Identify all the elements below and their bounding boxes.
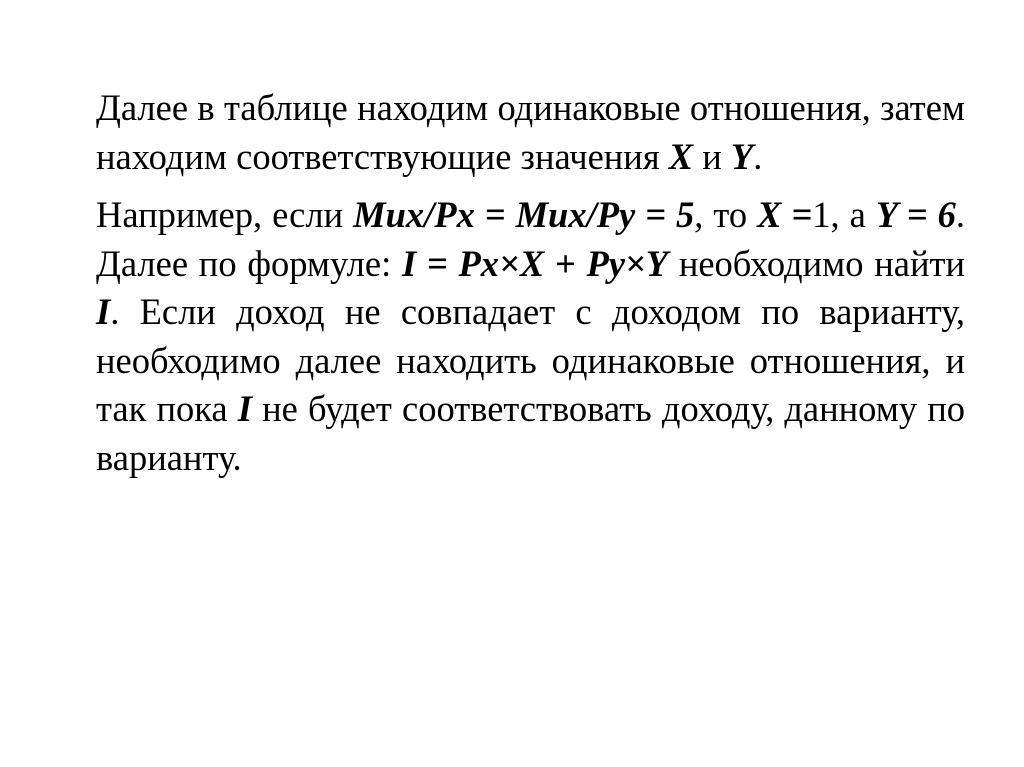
paragraph-example [96,191,965,482]
paragraph-find-equal-ratios [96,84,965,181]
text-run: Например, если [96,194,354,235]
variable-y: Y [730,135,754,177]
text-run: Далее в таблице находим одинаковые отношения, затем находим соответствующие значения [96,87,965,177]
text-run: и [693,135,731,177]
text-run: . Если доход не совпадает с доходом по варианту, необходимо далее находить одинаковые отношения, и так пока [96,291,965,429]
ratio-equation: Mux/Px = Mux/Py = 5 [353,194,695,235]
variable-y-equals: Y = 6 [875,194,956,235]
variable-i: I [237,388,252,429]
text-run: . [753,135,763,177]
text-run: , то [694,194,758,235]
slide-body-text [96,84,965,482]
variable-x-equals: X = [757,194,813,235]
variable-x: X [668,135,694,177]
text-run: . Далее по формуле: [96,194,965,284]
income-formula: I = Px×X + Py×Y [401,242,669,284]
text-run: необходимо найти [668,242,965,284]
text-run: 1, а [812,194,876,235]
text-run: не будет соответствовать доходу, данному по варианту. [96,388,965,478]
variable-i: I [96,291,111,332]
